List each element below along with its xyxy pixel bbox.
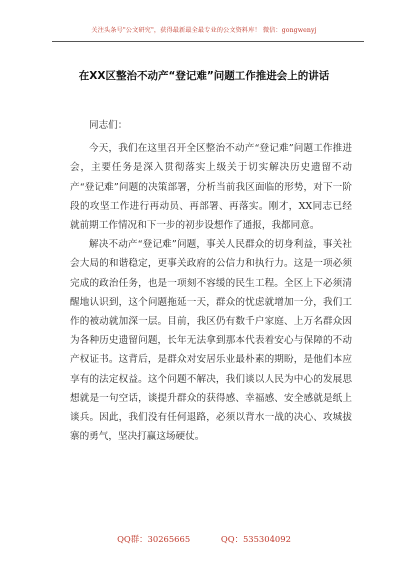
salutation: 同志们： [89,120,128,131]
document-body [70,116,352,446]
document-title: 在XX区整治不动产“登记难”问题工作推进会上的讲话 [78,70,330,82]
footer-qq: QQ：535304092 [220,534,291,544]
footer-qq-group: QQ群：30265665 [117,534,191,544]
header-promo-note: 关注头条号"公文研究"，获得最新最全最专业的公文资料库！ 微信：gongwenyj [91,27,317,34]
header-divider [52,41,364,42]
paragraph-1: 今天，我们在这里召开全区整治不动产“登记难”问题工作推进会，主要任务是深入贯彻落实上级关于切实解决历史遗留不动产“登记难”问题的决策部署，分析当前我区面临的形势，对下一阶段的攻坚工作进行再动员、再部署、再落实。刚才，XX同志已经就前期工作情况和下一步的初步设想作了通报，我都同意。 [70,143,352,232]
paragraph-2: 解决不动产“登记难”问题，事关人民群众的切身利益，事关社会大局的和谐稳定，更事关政府的公信力和执行力。这是一项必须完成的政治任务，也是一项刻不容缓的民生工程。全区上下必须清醒地认识到，这个问题拖延一天，群众的忧虑就增加一分，我们工作的被动就加深一层。目前，我区仍有数千户家庭、上万名群众因为各种历史遗留问题，长年无法拿到那本代表着安心与保障的不动产权证书。这背后，是群众对安居乐业最朴素的期盼，是他们本应享有的法定权益。这个问题不解决，我们谈以人民为中心的发展思想就是一句空话，谈提升群众的获得感、幸福感、安全感就是纸上谈兵。因此，我们没有任何退路，必须以背水一战的决心、攻城拔寨的勇气，坚决打赢这场硬仗。 [70,239,352,443]
footer-contact [0,533,408,545]
